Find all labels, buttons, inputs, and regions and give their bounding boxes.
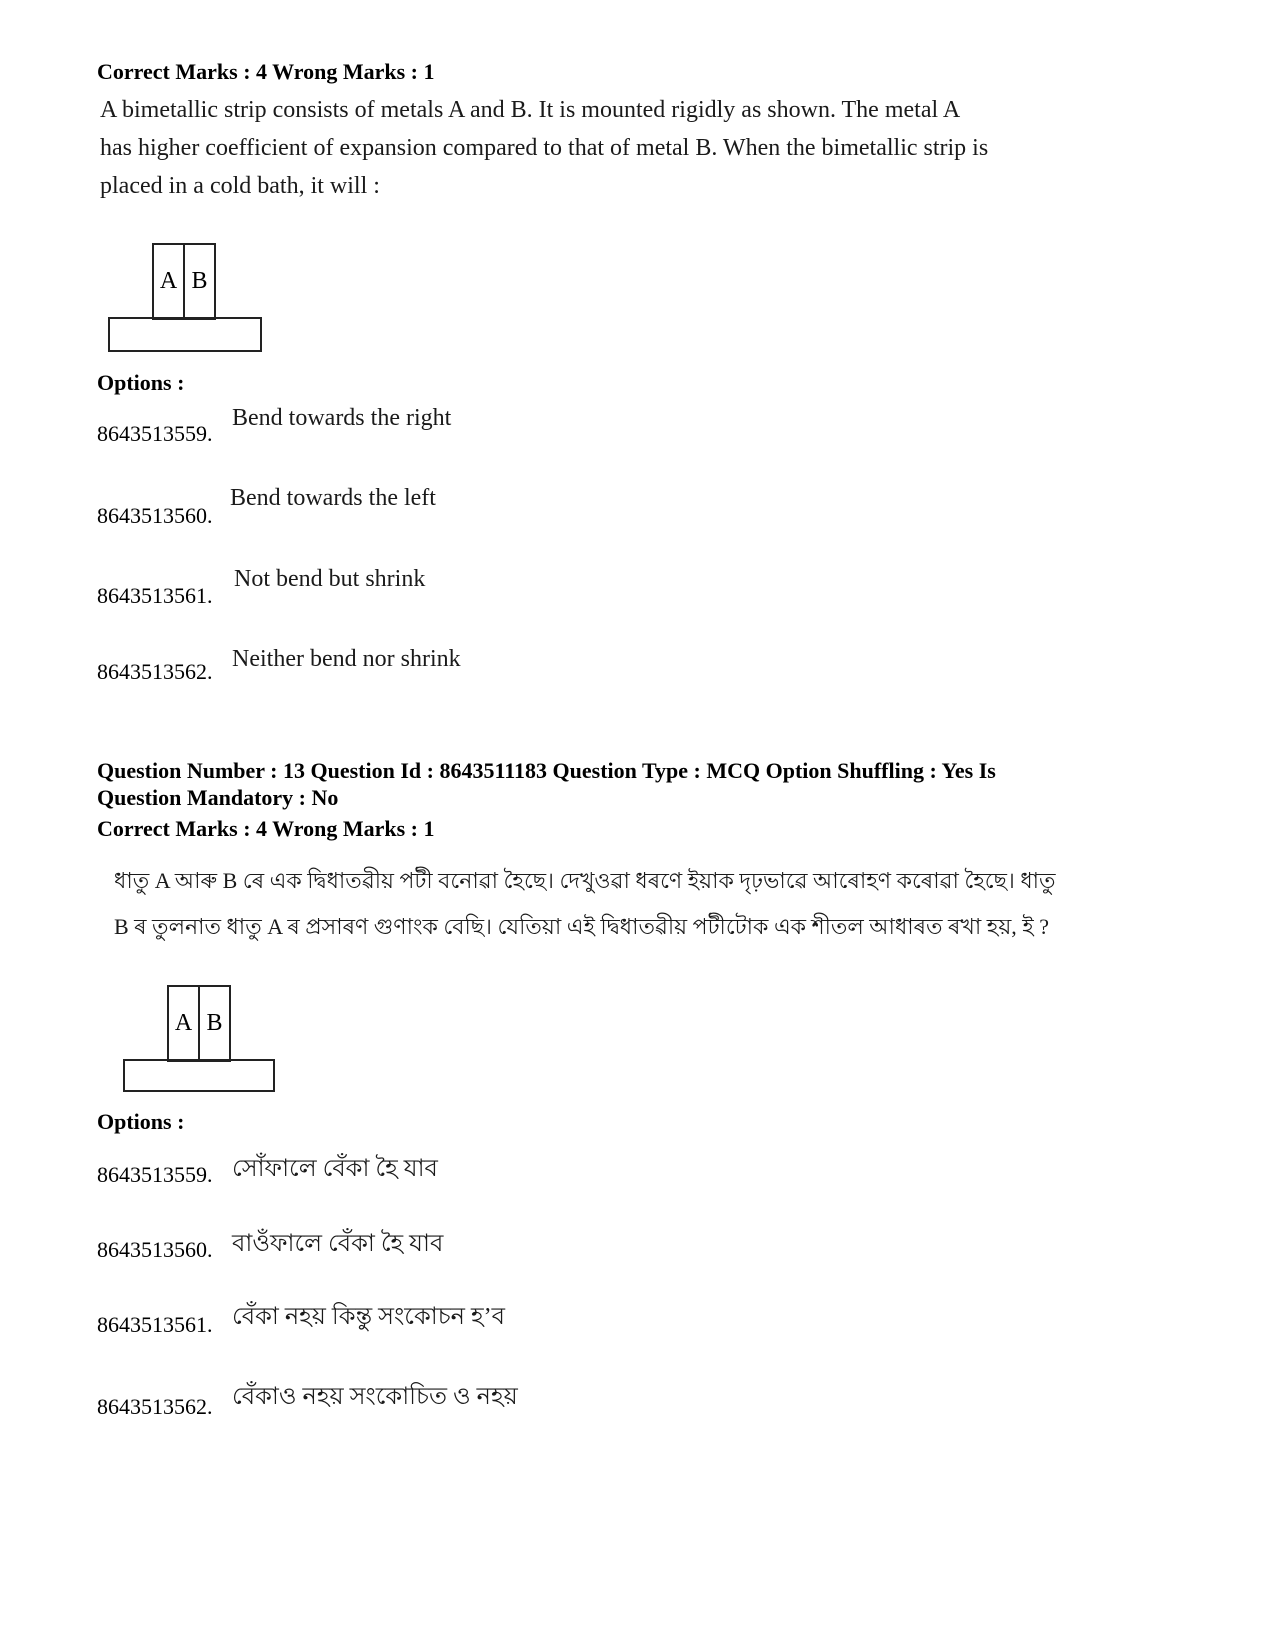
mount-base [108, 317, 262, 352]
mount-base [123, 1059, 275, 1092]
option-id: 8643513561. [97, 583, 213, 608]
bimetallic-strip-figure-1 [108, 243, 262, 352]
question-line: ধাতু A আৰু B ৰে এক দ্বিধাতৱীয় পটী বনোৱা হৈছে। দেখুওৱা ধৰণে ইয়াক দৃঢ়ভাৱে আৰোহণ কৰোৱা হৈছে। ধাতু [114, 868, 1056, 893]
metal-b-strip [198, 985, 231, 1062]
question-line: B ৰ তুলনাত ধাতু A ৰ প্ৰসাৰণ গুণাংক বেছি। যেতিয়া এই দ্বিধাতৱীয় পটীটোক এক শীতল আধাৰত ৰখা হয়, ই ? [114, 914, 1049, 939]
metal-a-label: A [174, 1010, 193, 1036]
marks-line-1: Correct Marks : 4 Wrong Marks : 1 [97, 59, 435, 84]
option-id: 8643513560. [97, 1237, 213, 1262]
option-text: বাওঁফালে বেঁকা হৈ যাব [232, 1231, 444, 1257]
option-id: 8643513562. [97, 1394, 213, 1419]
bimetallic-strip-figure-2 [123, 985, 275, 1092]
option-text: Neither bend nor shrink [232, 646, 461, 672]
question-text-2 [114, 858, 1174, 950]
option-text: Bend towards the right [232, 405, 452, 431]
question-header-line-1: Question Number : 13 Question Id : 8643511183 Question Type : MCQ Option Shuffling : Yes Is [97, 758, 996, 783]
option-id: 8643513561. [97, 1312, 213, 1337]
option-text: বেঁকা নহয় কিন্তু সংকোচন হ’ব [232, 1304, 505, 1330]
metal-b-label: B [191, 268, 208, 294]
option-text: Bend towards the left [230, 485, 436, 511]
metal-a-label: A [159, 268, 178, 294]
option-id: 8643513560. [97, 503, 213, 528]
metal-b-strip [183, 243, 216, 320]
metal-a-strip [152, 243, 185, 320]
question-line: placed in a cold bath, it will : [100, 173, 380, 199]
option-text: সোঁফালে বেঁকা হৈ যাব [232, 1156, 438, 1182]
options-heading-1: Options : [97, 370, 185, 395]
option-id: 8643513559. [97, 1162, 213, 1187]
option-id: 8643513562. [97, 659, 213, 684]
options-heading-2: Options : [97, 1109, 185, 1134]
marks-line-2: Correct Marks : 4 Wrong Marks : 1 [97, 816, 435, 841]
question-line: A bimetallic strip consists of metals A and B. It is mounted rigidly as shown. The metal A [100, 97, 961, 123]
question-header-line-2: Question Mandatory : No [97, 785, 339, 810]
option-id: 8643513559. [97, 421, 213, 446]
metal-b-label: B [206, 1010, 223, 1036]
option-text: Not bend but shrink [234, 566, 426, 592]
metal-a-strip [167, 985, 200, 1062]
question-text-1 [100, 91, 1160, 205]
option-text: বেঁকাও নহয় সংকোচিত ও নহয় [232, 1384, 518, 1410]
question-line: has higher coefficient of expansion compared to that of metal B. When the bimetallic strip is [100, 135, 989, 161]
